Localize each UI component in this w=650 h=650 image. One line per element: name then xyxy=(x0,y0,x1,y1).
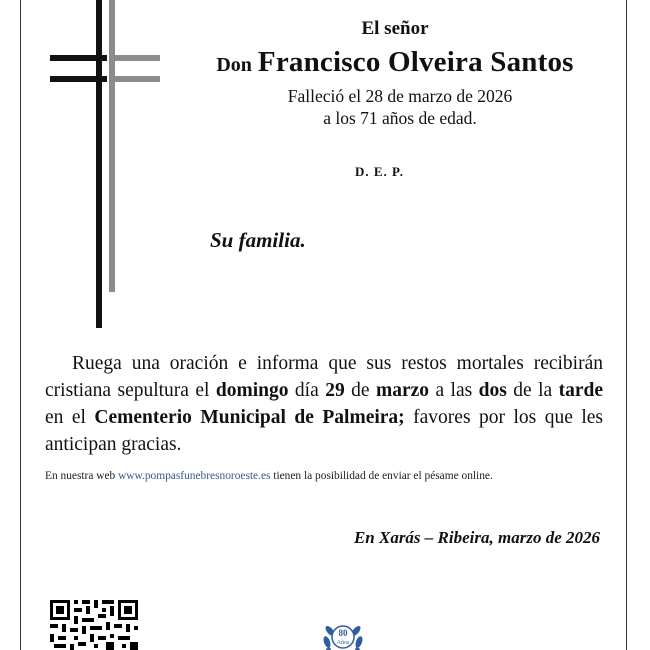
announcement-text: favores por los que les anticipan gracias. xyxy=(45,407,603,455)
cross-vertical-gray xyxy=(109,0,115,292)
cross-vertical-black xyxy=(96,0,102,328)
announcement-text: de la xyxy=(506,380,559,401)
web-note-prefix: En nuestra web xyxy=(45,470,119,482)
name-prefix: Don xyxy=(216,54,252,76)
badge-number: 80 xyxy=(338,628,348,638)
deceased-name-line xyxy=(175,46,615,79)
cross-arm-black-top xyxy=(50,55,107,61)
announcement-text: a las xyxy=(429,380,479,401)
burial-weekday: domingo xyxy=(215,380,289,401)
cross-arm-gray-bottom xyxy=(110,76,160,82)
web-note xyxy=(45,470,605,482)
deceased-name: Francisco Olveira Santos xyxy=(257,46,574,78)
burial-period: tarde xyxy=(558,380,603,401)
page-border-right xyxy=(626,0,627,650)
burial-place: Cementerio Municipal de Palmeira; xyxy=(94,407,405,428)
announcement-text: Ruega una oración e informa que sus restos mortales recibirán cristiana sepultura el xyxy=(45,353,603,401)
announcement-text: día xyxy=(288,380,326,401)
place-date-signoff: En Xarás – Ribeira, marzo de 2026 xyxy=(353,528,600,547)
cross-arm-black-bottom xyxy=(50,76,107,82)
family-line: Su familia. xyxy=(210,228,306,252)
anniversary-badge-icon xyxy=(318,612,368,650)
age-line: a los 71 años de edad. xyxy=(323,108,477,128)
funeral-announcement xyxy=(45,350,603,458)
badge-word: Años xyxy=(336,640,350,646)
page-border-left xyxy=(20,0,21,650)
cross-arm-gray-top xyxy=(110,55,160,61)
announcement-text: de xyxy=(344,380,376,401)
salutation: El señor xyxy=(361,18,429,39)
death-date: Falleció el 28 de marzo de 2026 xyxy=(287,86,513,106)
qr-code-icon[interactable] xyxy=(48,598,140,650)
website-link[interactable]: www.pompasfunebresnoroeste.es xyxy=(118,470,271,482)
cross-icon xyxy=(50,0,165,330)
burial-day: 29 xyxy=(325,380,345,401)
burial-month: marzo xyxy=(375,380,430,401)
web-note-suffix: tienen la posibilidad de enviar el pésame online. xyxy=(270,470,493,482)
rip-text: D. E. P. xyxy=(355,164,405,179)
burial-hour: dos xyxy=(478,380,507,401)
announcement-text: en el xyxy=(45,407,95,428)
